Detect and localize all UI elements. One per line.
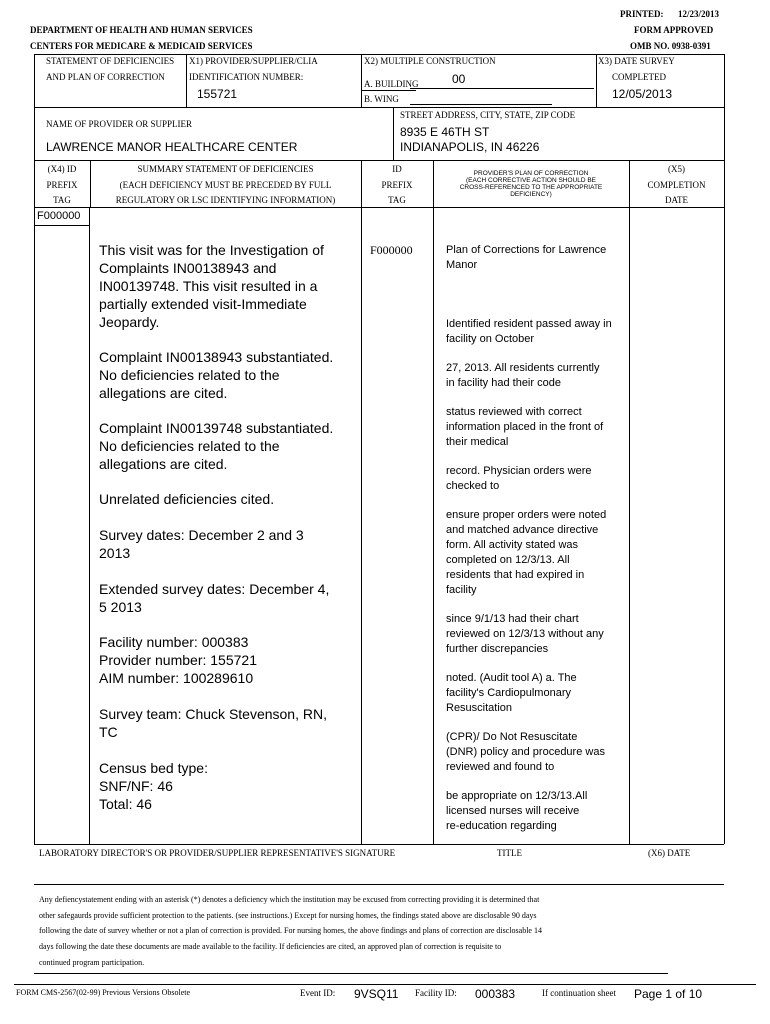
summary-line: Survey team: Chuck Stevenson, RN, — [99, 706, 327, 722]
summary-line: This visit was for the Investigation of — [99, 242, 324, 258]
x5-header-3: DATE — [665, 195, 688, 205]
summary-line: Provider number: 155721 — [99, 652, 257, 668]
address-label: STREET ADDRESS, CITY, STATE, ZIP CODE — [400, 110, 576, 120]
plan-line: Resuscitation — [446, 702, 513, 714]
facility-id-value: 000383 — [475, 987, 516, 1001]
summary-line: 5 2013 — [99, 599, 142, 615]
plan-line: facility on October — [446, 333, 535, 345]
summary-line: Complaints IN00138943 and — [99, 260, 277, 276]
summary-line: Unrelated deficiencies cited. — [99, 491, 275, 507]
plan-line: form. All activity stated was — [446, 539, 579, 551]
summary-line: Jeopardy. — [99, 314, 160, 330]
summary-line: No deficiencies related to the — [99, 438, 280, 454]
building-label: A. BUILDING — [364, 79, 419, 89]
summary-header-2: (EACH DEFICIENCY MUST BE PRECEDED BY FULL — [119, 180, 332, 190]
plan-line: (DNR) policy and procedure was — [446, 746, 605, 758]
plan-line: ensure proper orders were noted — [446, 509, 607, 521]
plan-line: Plan of Corrections for Lawrence — [446, 244, 607, 256]
summary-line: allegations are cited. — [99, 456, 228, 472]
plan-label: AND PLAN OF CORRECTION — [46, 72, 165, 82]
omb-number: OMB NO. 0938-0391 — [630, 41, 711, 51]
summary-line: Total: 46 — [99, 796, 152, 812]
plan-line: Identified resident passed away in — [446, 318, 612, 330]
summary-header-3: REGULATORY OR LSC IDENTIFYING INFORMATION) — [115, 195, 336, 205]
summary-header-1: SUMMARY STATEMENT OF DEFICIENCIES — [137, 164, 314, 174]
plan-header-3: CROSS-REFERENCED TO THE APPROPRIATE — [459, 184, 603, 191]
form-id: FORM CMS-2567(02-99) Previous Versions Obsolete — [16, 988, 191, 997]
centers-title: CENTERS FOR MEDICARE & MEDICAID SERVICES — [30, 41, 253, 51]
x4-header-1: (X4) ID — [47, 164, 77, 174]
dept-title: DEPARTMENT OF HEALTH AND HUMAN SERVICES — [30, 25, 253, 35]
plan-line: 27, 2013. All residents currently — [446, 362, 600, 374]
plan-line: record. Physician orders were — [446, 465, 592, 477]
x6-date-label: (X6) DATE — [648, 848, 691, 858]
id-header-1: ID — [392, 164, 402, 174]
plan-line: reviewed on 12/3/13 without any — [446, 628, 604, 640]
plan-line: be appropriate on 12/3/13.All — [446, 790, 588, 802]
address-line-1: 8935 E 46TH ST — [400, 125, 490, 139]
summary-line: AIM number: 100289610 — [99, 670, 254, 686]
plan-header-4: DEFICIENCY) — [510, 191, 552, 198]
plan-line: noted. (Audit tool A) a. The — [446, 672, 577, 684]
statement-label: STATEMENT OF DEFICIENCIES — [46, 56, 175, 66]
x3-label: X3) DATE SURVEY — [598, 56, 675, 66]
provider-id-value: 155721 — [197, 87, 238, 101]
summary-line: TC — [99, 724, 118, 740]
id-header-3: TAG — [388, 195, 406, 205]
building-value: 00 — [452, 72, 466, 86]
disclaimer-line: following the date of survey whether or not a plan of correction is provided. For nursing homes, the above findings and plans of correction are disclosable 14 — [39, 926, 542, 935]
summary-line: 2013 — [99, 545, 131, 561]
tag-right: F000000 — [370, 243, 413, 257]
summary-line: Complaint IN00138943 substantiated. — [99, 349, 334, 365]
x1-label: X1) PROVIDER/SUPPLIER/CLIA — [189, 56, 318, 66]
disclaimer-line: other safegaurds provide sufficient protection to the patients. (see instructions.) Except for nursing homes, the findings stated above are disclosable 90 days — [39, 911, 537, 920]
disclaimer-line: continued program participation. — [39, 958, 145, 967]
x4-header-3: TAG — [53, 195, 71, 205]
tag-left: F000000 — [37, 210, 81, 222]
plan-line: reviewed and found to — [446, 761, 555, 773]
provider-name-value: LAWRENCE MANOR HEALTHCARE CENTER — [46, 140, 298, 154]
event-id-label: Event ID: — [300, 988, 336, 998]
plan-line: licensed nurses will receive — [446, 805, 580, 817]
plan-line: status reviewed with correct — [446, 406, 582, 418]
title-label: TITLE — [497, 848, 522, 858]
event-id-value: 9VSQ11 — [354, 987, 399, 1001]
plan-line: facility's Cardiopulmonary — [446, 687, 571, 699]
summary-line: partially extended visit-Immediate — [99, 296, 307, 312]
summary-line: No deficiencies related to the — [99, 367, 280, 383]
plan-line: facility — [446, 584, 477, 596]
plan-line: since 9/1/13 had their chart — [446, 613, 579, 625]
x5-header-2: COMPLETION — [647, 180, 706, 190]
form-approved: FORM APPROVED — [634, 25, 714, 35]
disclaimer-line: days following the date these documents are made available to the facility. If deficiencies are cited, an approved plan of correction is requisite to — [39, 942, 502, 951]
plan-line: re-education regarding — [446, 820, 557, 832]
plan-line: (CPR)/ Do Not Resuscitate — [446, 731, 578, 743]
wing-label: B. WING — [364, 94, 399, 104]
plan-line: Manor — [446, 259, 478, 271]
plan-line: in facility had their code — [446, 377, 561, 389]
summary-line: Survey dates: December 2 and 3 — [99, 527, 304, 543]
plan-header-1: PROVIDER'S PLAN OF CORRECTION — [473, 170, 589, 177]
summary-line: allegations are cited. — [99, 385, 228, 401]
summary-line: Census bed type: — [99, 760, 208, 776]
x1-label-2: IDENTIFICATION NUMBER: — [189, 72, 304, 82]
plan-line: checked to — [446, 480, 500, 492]
printed-label: PRINTED: — [620, 9, 664, 19]
signature-label: LABORATORY DIRECTOR'S OR PROVIDER/SUPPLIER REPRESENTATIVE'S SIGNATURE — [39, 848, 396, 858]
plan-line: information placed in the front of — [446, 421, 604, 433]
summary-line: SNF/NF: 46 — [99, 778, 173, 794]
x2-label: X2) MULTIPLE CONSTRUCTION — [364, 56, 496, 66]
plan-line: further discrepancies — [446, 643, 549, 655]
address-line-2: INDIANAPOLIS, IN 46226 — [400, 140, 540, 154]
plan-header-2: (EACH CORRECTIVE ACTION SHOULD BE — [465, 177, 597, 184]
summary-line: Facility number: 000383 — [99, 634, 249, 650]
id-header-2: PREFIX — [381, 180, 413, 190]
provider-name-label: NAME OF PROVIDER OR SUPPLIER — [46, 119, 193, 129]
x5-header-1: (X5) — [668, 164, 685, 174]
plan-line: and matched advance directive — [446, 524, 599, 536]
summary-line: Extended survey dates: December 4, — [99, 581, 330, 597]
survey-date-value: 12/05/2013 — [612, 87, 673, 101]
disclaimer-line: Any defiencystatement ending with an asterisk (*) denotes a deficiency which the institution may be excused from correcting providing it is determined that — [39, 895, 540, 904]
x3-label-2: COMPLETED — [612, 72, 666, 82]
plan-line: completed on 12/3/13. All — [446, 554, 570, 566]
printed-date: 12/23/2013 — [678, 9, 720, 19]
page-number: Page 1 of 10 — [634, 987, 703, 1001]
x4-header-2: PREFIX — [46, 180, 78, 190]
facility-id-label: Facility ID: — [415, 988, 457, 998]
plan-line: residents that had expired in — [446, 569, 585, 581]
continuation-label: If continuation sheet — [542, 988, 616, 998]
plan-line: their medical — [446, 436, 509, 448]
summary-line: IN00139748. This visit resulted in a — [99, 278, 318, 294]
summary-line: Complaint IN00139748 substantiated. — [99, 420, 334, 436]
